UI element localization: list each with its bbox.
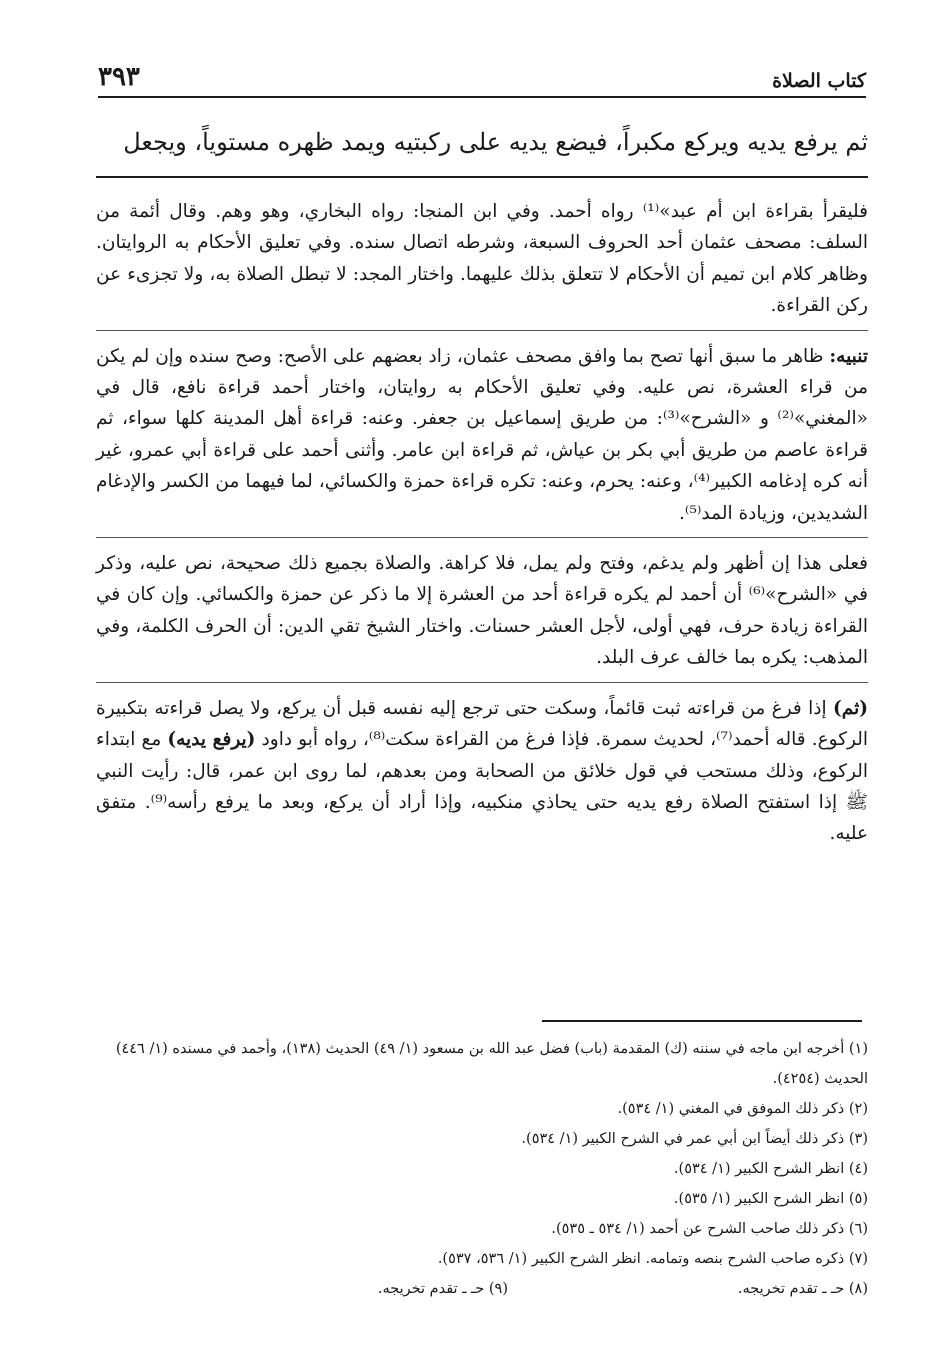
- footnote-separator: [542, 1020, 862, 1022]
- note-text: ظاهر ما سبق أنها تصح بما وافق مصحف عثمان، زاد بعضهم على الأصح: وصح سنده وإن لم يكن من قراء العشرة، نص عليه. وفي تعليق الأحكام به روايتان، واختار أحمد قراءة نافع، قال في «المغني»⁽²⁾ و «الشرح»⁽³⁾: من طريق إسماعيل بن جعفر. وعنه: قراءة أهل المدينة كلها سواء، ثم قراءة عاصم من طريق أبي بكر بن عياش، ثم قراءة ابن عامر. وأثنى أحمد على قراءة أبي عمرو، غير أنه كره إدغامه الكبير⁽⁴⁾، وعنه: يحرم، وعنه: تكره قراءة حمزة والكسائي، لما فيهما من الكسر والإدغام الشديدين، وزيادة المد⁽⁵⁾.: [96, 345, 868, 524]
- footnote: (٥) انظر الشرح الكبير (١/ ٥٣٥).: [673, 1191, 868, 1207]
- commentary-paragraph-1: فليقرأ بقراءة ابن أم عبد»⁽¹⁾ رواه أحمد. وفي ابن المنجا: رواه البخاري، وهو وهم. وقال أئمة من السلف: مصحف عثمان أحد الحروف السبعة، وشرطه اتصال سنده. وفي تعليق الأحكام به الروايتان. وظاهر كلام ابن تميم أن الأحكام لا تتعلق بذلك عليهما. واختار المجد: لا تبطل الصلاة به، ولا تجزىء عن ركن القراءة.: [96, 201, 868, 317]
- footnote: (٤) انظر الشرح الكبير (١/ ٥٣٤).: [673, 1161, 868, 1177]
- chapter-title: كتاب الصلاة: [772, 70, 866, 92]
- footnote: (٣) ذكر ذلك أيضاً ابن أبي عمر في الشرح الكبير (١/ ٥٣٤).: [521, 1131, 868, 1147]
- main-text: ثم يرفع يديه ويركع مكبراً، فيضع يديه على ركبتيه ويمد ظهره مستوياً، ويجعل: [96, 120, 868, 178]
- page-number: ٣٩٣: [98, 62, 140, 92]
- footnotes: [96, 1034, 868, 1304]
- divider: [96, 682, 868, 683]
- matn-quote: (ثم): [833, 697, 868, 719]
- paragraph-text: مع ابتداء الركوع، وذلك مستحب في قول خلائق من الصحابة ومن بعدهم، لما روى ابن عمر، قال: رأيت النبي ﷺ إذا استفتح الصلاة رفع يديه حتى يحاذي منكبيه، وإذا أراد أن يركع، وبعد ما يرفع رأسه⁽⁹⁾. متفق عليه.: [96, 729, 868, 845]
- footnote: (٨) حـ ـ تقدم تخريجه.: [737, 1281, 868, 1297]
- commentary-paragraph-2: [96, 341, 868, 529]
- note-label: تنبيه:: [829, 345, 868, 367]
- divider: [96, 330, 868, 331]
- paragraph-text: إذا فرغ من قراءته ثبت قائماً، وسكت حتى ترجع إليه نفسه قبل أن يركع، ولا يصل قراءته بتكبيرة الركوع. قاله أحمد⁽⁷⁾، لحديث سمرة. فإذا فرغ من القراءة سكت⁽⁸⁾، رواه أبو داود: [96, 697, 868, 751]
- footnote: (٩) حـ ـ تقدم تخريجه.: [377, 1281, 508, 1297]
- page-header: [98, 58, 866, 98]
- commentary-paragraph-3: فعلى هذا إن أظهر ولم يدغم، وفتح ولم يمل، فلا كراهة. والصلاة بجميع ذلك صحيحة، نص عليه، وذكر في «الشرح»⁽⁶⁾ أن أحمد لم يكره قراءة أحد من العشرة إلا ما ذكر عن حمزة والكسائي. وإن كان في القراءة زيادة حرف، فهي أولى، لأجل العشر حسنات. واختار الشيخ تقي الدين: أن الحرف الكلمة، وفي المذهب: يكره بما خالف عرف البلد.: [96, 553, 868, 669]
- footnote: (٧) ذكره صاحب الشرح بنصه وتمامه. انظر الشرح الكبير (١/ ٥٣٦، ٥٣٧).: [437, 1251, 868, 1267]
- footnote-pair: [96, 1274, 868, 1304]
- matn-quote: (يرفع يديه): [167, 729, 256, 751]
- footnote: (١) أخرجه ابن ماجه في سننه (ك) المقدمة (باب) فضل عبد الله بن مسعود (١/ ٤٩) الحديث (١٣٨)، وأحمد في مسنده (١/ ٤٤٦) الحديث (٤٢٥٤).: [115, 1041, 868, 1087]
- footnote: (٦) ذكر ذلك صاحب الشرح عن أحمد (١/ ٥٣٤ ـ ٥٣٥).: [551, 1221, 868, 1237]
- divider: [96, 537, 868, 538]
- commentary: [96, 196, 868, 858]
- footnote: (٢) ذكر ذلك الموفق في المغني (١/ ٥٣٤).: [617, 1101, 868, 1117]
- commentary-paragraph-4: [96, 693, 868, 850]
